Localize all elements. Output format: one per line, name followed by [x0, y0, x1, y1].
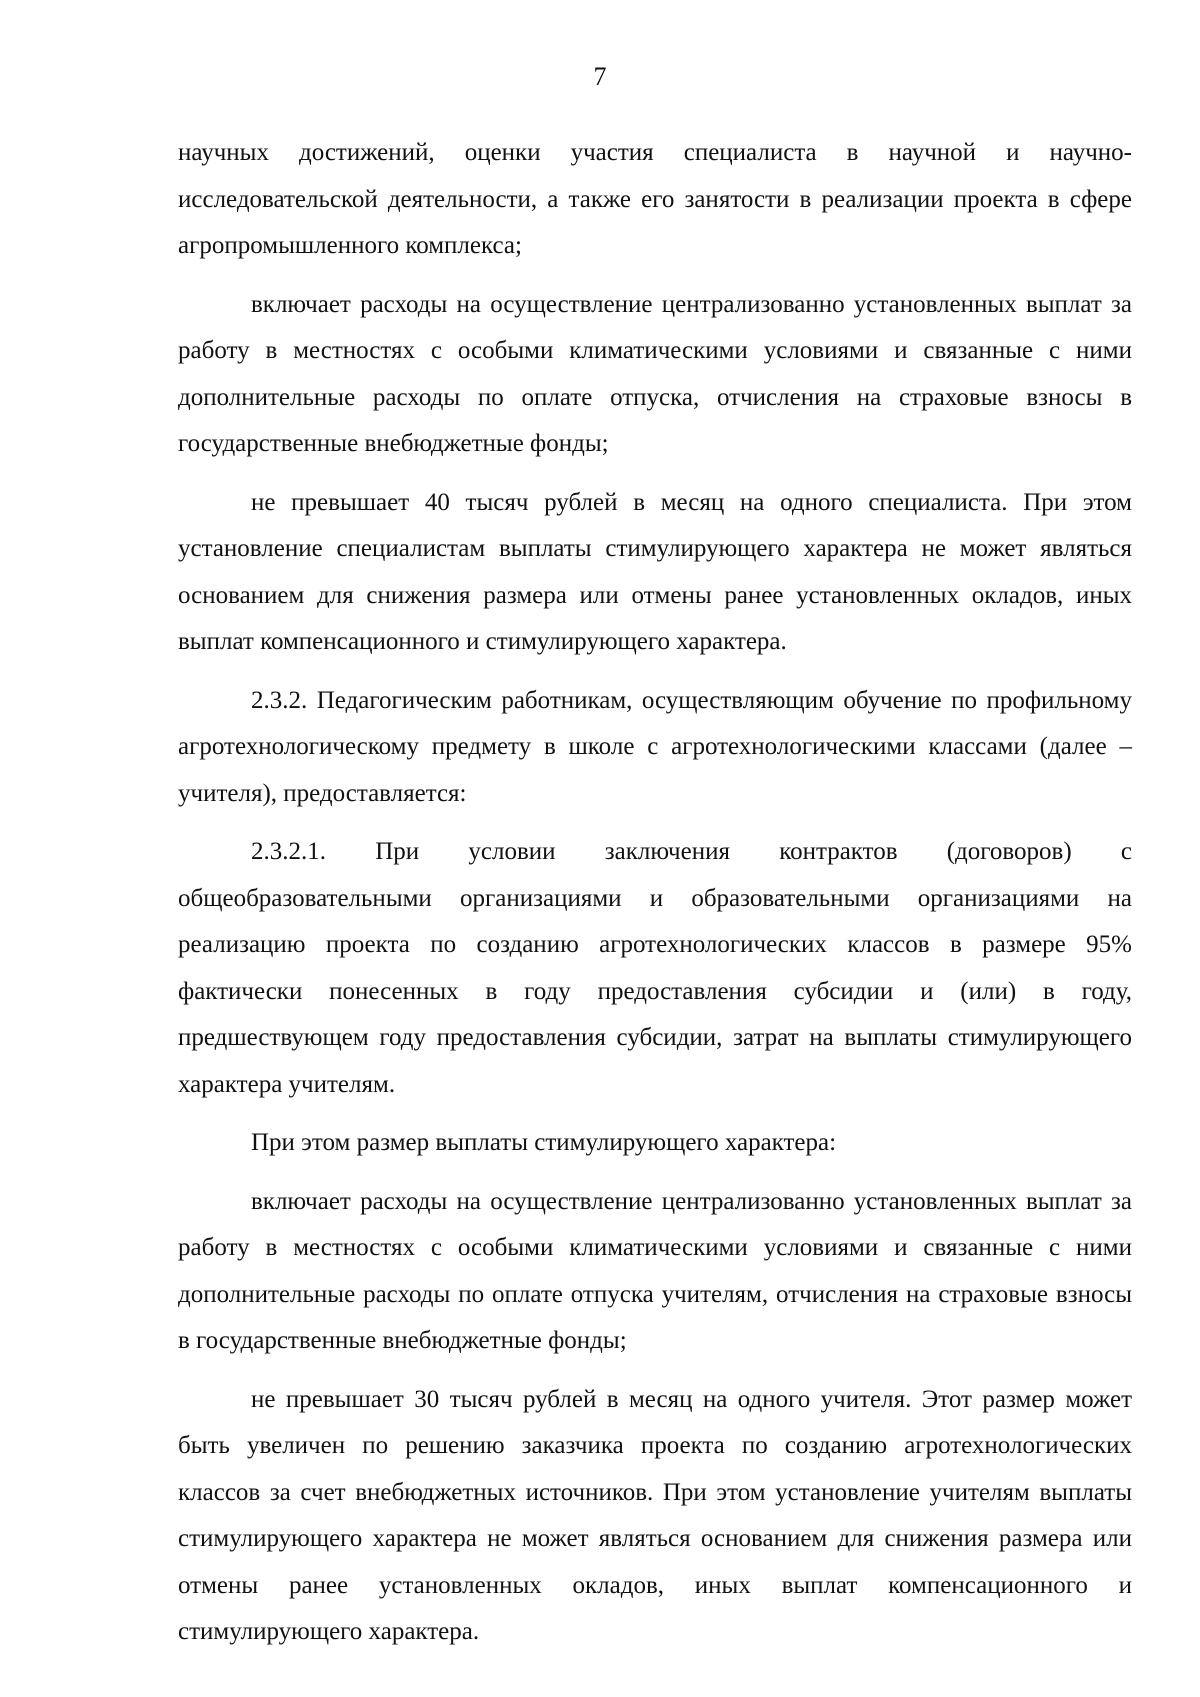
paragraph-section-2-3-2: 2.3.2. Педагогическим работникам, осуществляющим обучение по профильному агротехнологическому предмету в школе с агротехнологическими классами (далее – учителя), предоставляется:: [178, 686, 1132, 807]
paragraph-6: При этом размер выплаты стимулирующего характера:: [251, 1129, 837, 1156]
document-body: [178, 130, 1132, 1668]
paragraph-1: научных достижений, оценки участия специалиста в научной и научно-исследовательской деятельности, а также его занятости в реализации проекта в сфере агропромышленного комплекса;: [178, 139, 1132, 259]
paragraph-8: не превышает 30 тысяч рублей в месяц на одного учителя. Этот размер может быть увеличен по решению заказчика проекта по созданию агротехнологических классов за счет внебюджетных источников. При этом установление учителям выплаты стимулирующего характера не может являться основанием для снижения размера или отмены ранее установленных окладов, иных выплат компенсационного и стимулирующего характера.: [178, 1385, 1132, 1645]
page-number: 7: [593, 62, 607, 91]
paragraph-2: включает расходы на осуществление централизованно установленных выплат за работу в местностях с особыми климатическими условиями и связанные с ними дополнительные расходы по оплате отпуска, отчисления на страховые взносы в государственные внебюджетные фонды;: [178, 290, 1132, 457]
paragraph-section-2-3-2-1: 2.3.2.1. При условии заключения контрактов (договоров) с общеобразовательными организациями и образовательными организациями на реализацию проекта по созданию агротехнологических классов в размере 95% фактически понесенных в году предоставления субсидии и (или) в году, предшествующем году предоставления субсидии, затрат на выплаты стимулирующего характера учителям.: [178, 838, 1132, 1098]
paragraph-3: не превышает 40 тысяч рублей в месяц на одного специалиста. При этом установление специалистам выплаты стимулирующего характера не может являться основанием для снижения размера или отмены ранее установленных окладов, иных выплат компенсационного и стимулирующего характера.: [178, 488, 1132, 655]
paragraph-7: включает расходы на осуществление централизованно установленных выплат за работу в местностях с особыми климатическими условиями и связанные с ними дополнительные расходы по оплате отпуска учителям, отчисления на страховые взносы в государственные внебюджетные фонды;: [178, 1187, 1132, 1354]
